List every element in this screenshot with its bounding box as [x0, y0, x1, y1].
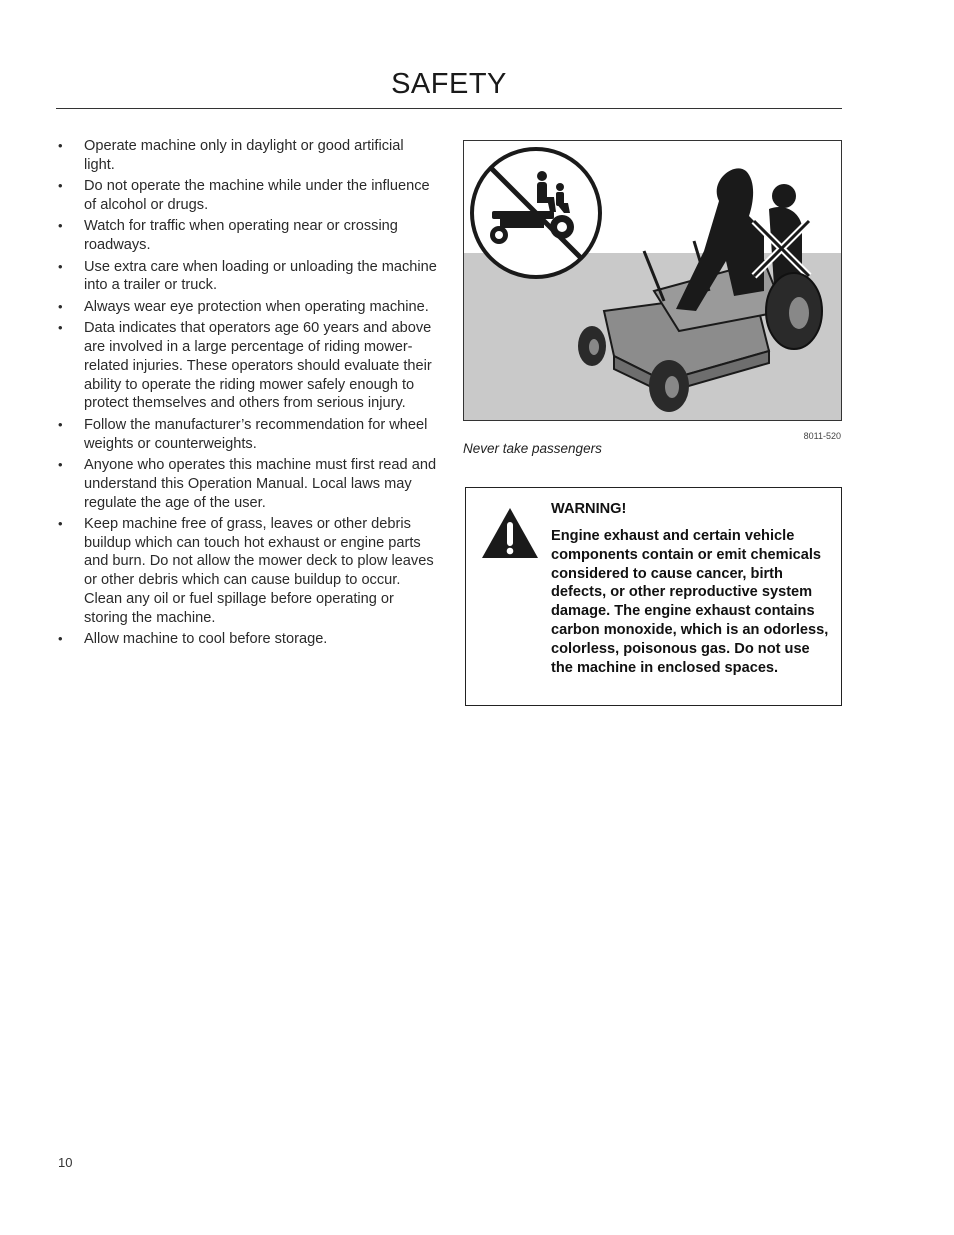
- bullet-item: • Allow machine to cool before storage.: [56, 630, 438, 649]
- bullet-item: • Operate machine only in daylight or good artificial light.: [56, 137, 438, 175]
- riding-mower-passenger-icon: [464, 141, 841, 420]
- bullet-item: • Anyone who operates this machine must first read and understand this Operation Manual. Local laws may regulate the age of the user.: [56, 456, 438, 512]
- page-title: SAFETY: [391, 68, 507, 100]
- warning-box: [465, 487, 842, 706]
- bullet-item: • Always wear eye protection when operating machine.: [56, 298, 438, 317]
- bullet-item: • Data indicates that operators age 60 years and above are involved in a large percentage of riding mower-related injuries. These operators should evaluate their ability to operate the riding mower safely enough to protect themselves and others from serious injury.: [56, 319, 438, 413]
- safety-bullet-list: [56, 137, 438, 652]
- bullet-item: • Use extra care when loading or unloading the machine into a trailer or truck.: [56, 258, 438, 296]
- page-number: 10: [58, 1155, 73, 1170]
- bullet-item: • Do not operate the machine while under the influence of alcohol or drugs.: [56, 177, 438, 215]
- bullet-item: • Watch for traffic when operating near or crossing roadways.: [56, 217, 438, 255]
- figure-code: 8011-520: [803, 431, 841, 441]
- figure-caption: Never take passengers: [463, 441, 602, 456]
- bullet-item: • Keep machine free of grass, leaves or other debris buildup which can touch hot exhaust or engine parts and burn. Do not allow the mower deck to plow leaves or other debris which can cause buildup to occur. Clean any oil or fuel spillage before operating or storing the machine.: [56, 515, 438, 628]
- bullet-item: • Follow the manufacturer’s recommendation for wheel weights or counterweights.: [56, 416, 438, 454]
- no-passengers-illustration: [463, 140, 842, 421]
- warning-triangle-icon: [480, 506, 540, 565]
- page-header: [56, 62, 842, 109]
- warning-text: Engine exhaust and certain vehicle components contain or emit chemicals considered to cause cancer, birth defects, or other reproductive system damage. The engine exhaust contains carbon monoxide, which is an odorless, colorless, poisonous gas. Do not use the machine in enclosed spaces.: [551, 528, 829, 676]
- warning-heading: WARNING!: [551, 501, 627, 517]
